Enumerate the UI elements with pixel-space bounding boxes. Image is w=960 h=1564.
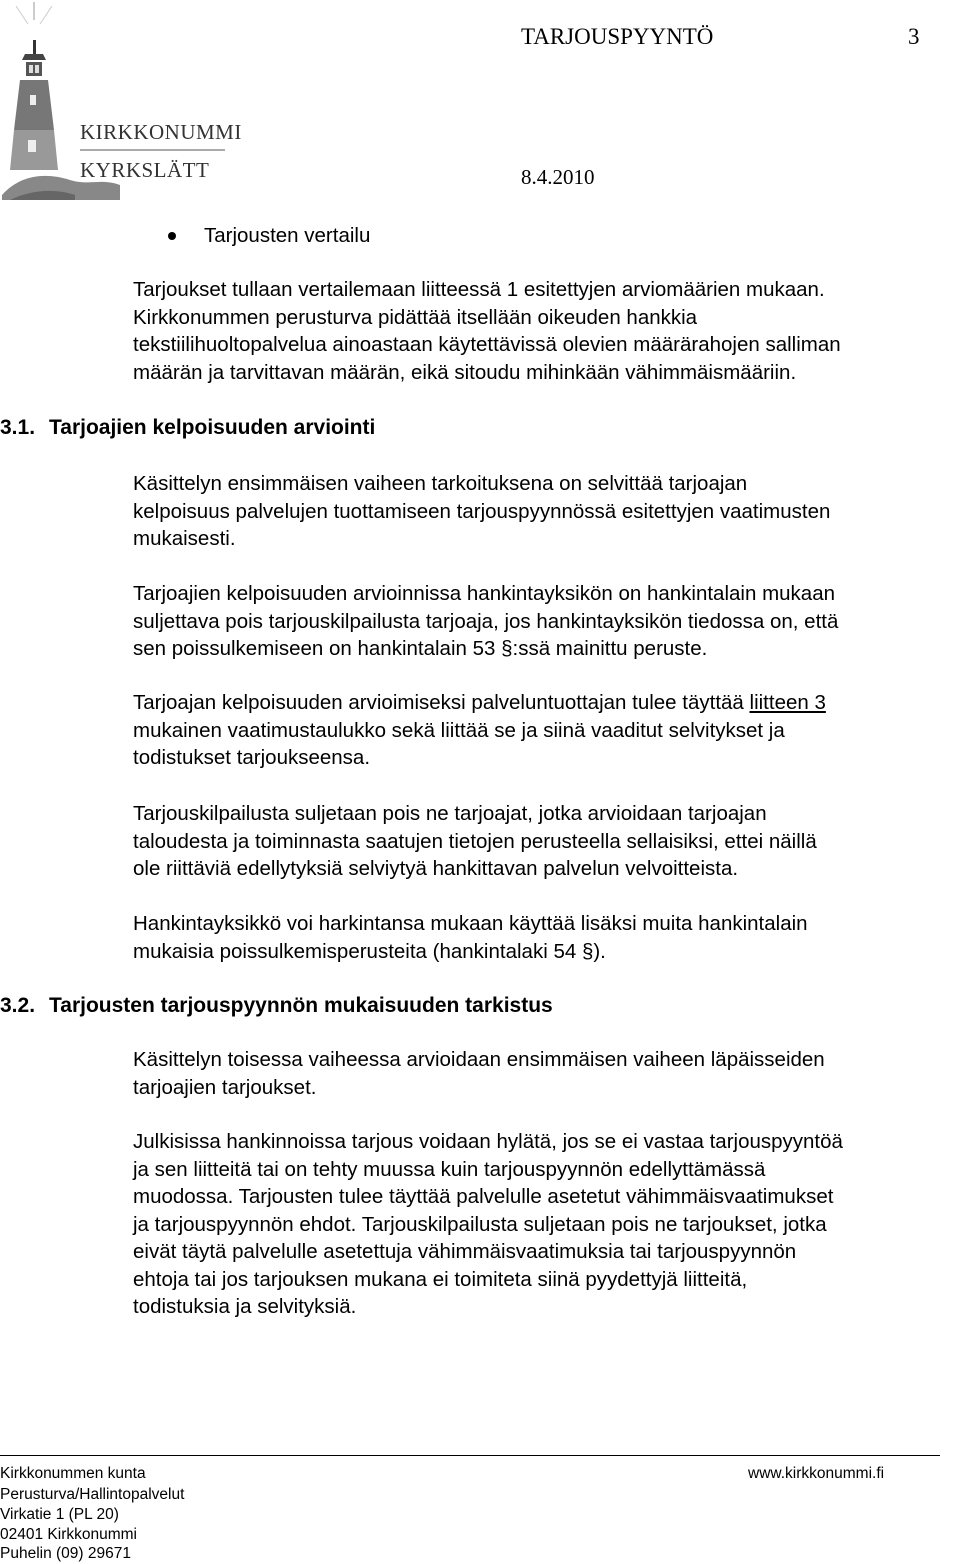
text-line: Tarjouskilpailusta suljetaan pois ne tarjoajat, jotka arvioidaan tarjoajan (133, 802, 767, 825)
text-line: ja tarjouspyynnön ehdot. Tarjouskilpailusta suljetaan pois ne tarjoukset, jotka (133, 1212, 827, 1236)
text-line (133, 689, 826, 717)
paragraph (133, 689, 826, 772)
text-line: mukaisesti. (133, 527, 236, 550)
footer-divider (0, 1455, 940, 1456)
text-line: ja sen liitteitä tai on tehty muussa kuin tarjouspyynnön edellyttämässä (133, 1157, 766, 1181)
logo-line-2: KYRKSLÄTT (80, 158, 210, 182)
text-line: sen poissulkemiseen on hankintalain 53 §:ssä mainittu peruste. (133, 637, 708, 660)
paragraph (133, 470, 830, 553)
paragraph (133, 1128, 843, 1321)
section-title: Tarjoajien kelpoisuuden arviointi (49, 416, 376, 439)
text-line: Käsittelyn ensimmäisen vaiheen tarkoituksena on selvittää tarjoajan (133, 472, 748, 495)
text-line: tarjoajien tarjoukset. (133, 1075, 317, 1099)
text-line: muodossa. Tarjousten tulee täyttää palvelulle asetetut vähimmäisvaatimukset (133, 1185, 834, 1208)
footer-postal: 02401 Kirkkonummi (0, 1526, 137, 1543)
footer-org: Kirkkonummen kunta (0, 1465, 146, 1482)
municipality-logo (0, 0, 240, 205)
bullet-item (168, 222, 568, 250)
text-line: Tarjoajien kelpoisuuden arvioinnissa hankintayksikön on hankintalain mukaan (133, 582, 835, 605)
footer-website-link[interactable]: www.kirkkonummi.fi (748, 1465, 885, 1482)
text-line: Tarjoukset tullaan vertailemaan liitteessä 1 esitettyjen arviomäärien mukaan. (133, 278, 825, 301)
text-line: Hankintayksikkö voi harkintansa mukaan käyttää lisäksi muita hankintalain (133, 912, 808, 935)
text-line: Julkisissa hankinnoissa tarjous voidaan hylätä, jos se ei vastaa tarjouspyyntöä (133, 1130, 843, 1153)
bullet-label: Tarjousten vertailu (204, 224, 371, 247)
text-line: eivät täytä palvelulle asetettuja vähimmäisvaatimuksia tai tarjouspyynnön (133, 1240, 797, 1263)
text-line: Käsittelyn toisessa vaiheessa arvioidaan ensimmäisen vaiheen läpäisseiden (133, 1048, 825, 1071)
paragraph (133, 910, 808, 965)
section-title: Tarjousten tarjouspyynnön mukaisuuden tarkistus (49, 994, 553, 1017)
logo-line-1: KIRKKONUMMI (80, 120, 242, 144)
section-number: 3.2. (0, 994, 36, 1017)
footer-department: Perusturva/Hallintopalvelut (0, 1486, 185, 1503)
section-number: 3.1. (0, 416, 36, 439)
footer-address: Virkatie 1 (PL 20) (0, 1506, 119, 1523)
text-line: tekstiilihuoltopalvelua ainoastaan käytettävissä olevien määrärahojen salliman (133, 333, 841, 356)
text-line: ole riittäviä edellytyksiä selviytyä hankittavan palvelun velvoitteista. (133, 857, 739, 880)
text-segment: Tarjoajan kelpoisuuden arvioimiseksi palveluntuottajan tulee täyttää (133, 691, 750, 714)
document-date: 8.4.2010 (521, 165, 595, 189)
text-line: todistuksia ja selvityksiä. (133, 1295, 357, 1318)
footer-phone: Puhelin (09) 29671 (0, 1545, 131, 1562)
text-line: todistukset tarjoukseensa. (133, 746, 371, 769)
text-line: ehtoja tai jos tarjouksen mukana ei toimiteta siinä pyydettyjä liitteitä, (133, 1267, 748, 1291)
bullet-dot-icon (168, 232, 176, 240)
text-line: taloudesta ja toiminnasta saatujen tietojen perusteella sellaisiksi, ettei näillä (133, 829, 817, 853)
text-line: kelpoisuus palvelujen tuottamiseen tarjouspyynnössä esitettyjen vaatimusten (133, 499, 831, 523)
paragraph (133, 580, 838, 663)
text-line: määrän ja tarvittavan määrän, eikä sitoudu mihinkään vähimmäismääriin. (133, 360, 797, 384)
document-title: TARJOUSPYYNTÖ (521, 24, 714, 49)
text-line: mukaisia poissulkemisperusteita (hankintalaki 54 §). (133, 939, 606, 963)
text-line: Kirkkonummen perusturva pidättää itsellään oikeuden hankkia (133, 305, 698, 329)
page-number: 3 (908, 24, 920, 49)
attachment-3-link[interactable]: liitteen 3 (749, 691, 826, 714)
paragraph (133, 800, 817, 883)
text-line: suljettava pois tarjouskilpailusta tarjoaja, jos hankintayksikön tiedossa on, että (133, 609, 839, 633)
paragraph (133, 1046, 825, 1101)
text-line: mukainen vaatimustaulukko sekä liittää se ja siinä vaaditut selvitykset ja (133, 718, 785, 742)
intro-paragraph (133, 276, 841, 386)
